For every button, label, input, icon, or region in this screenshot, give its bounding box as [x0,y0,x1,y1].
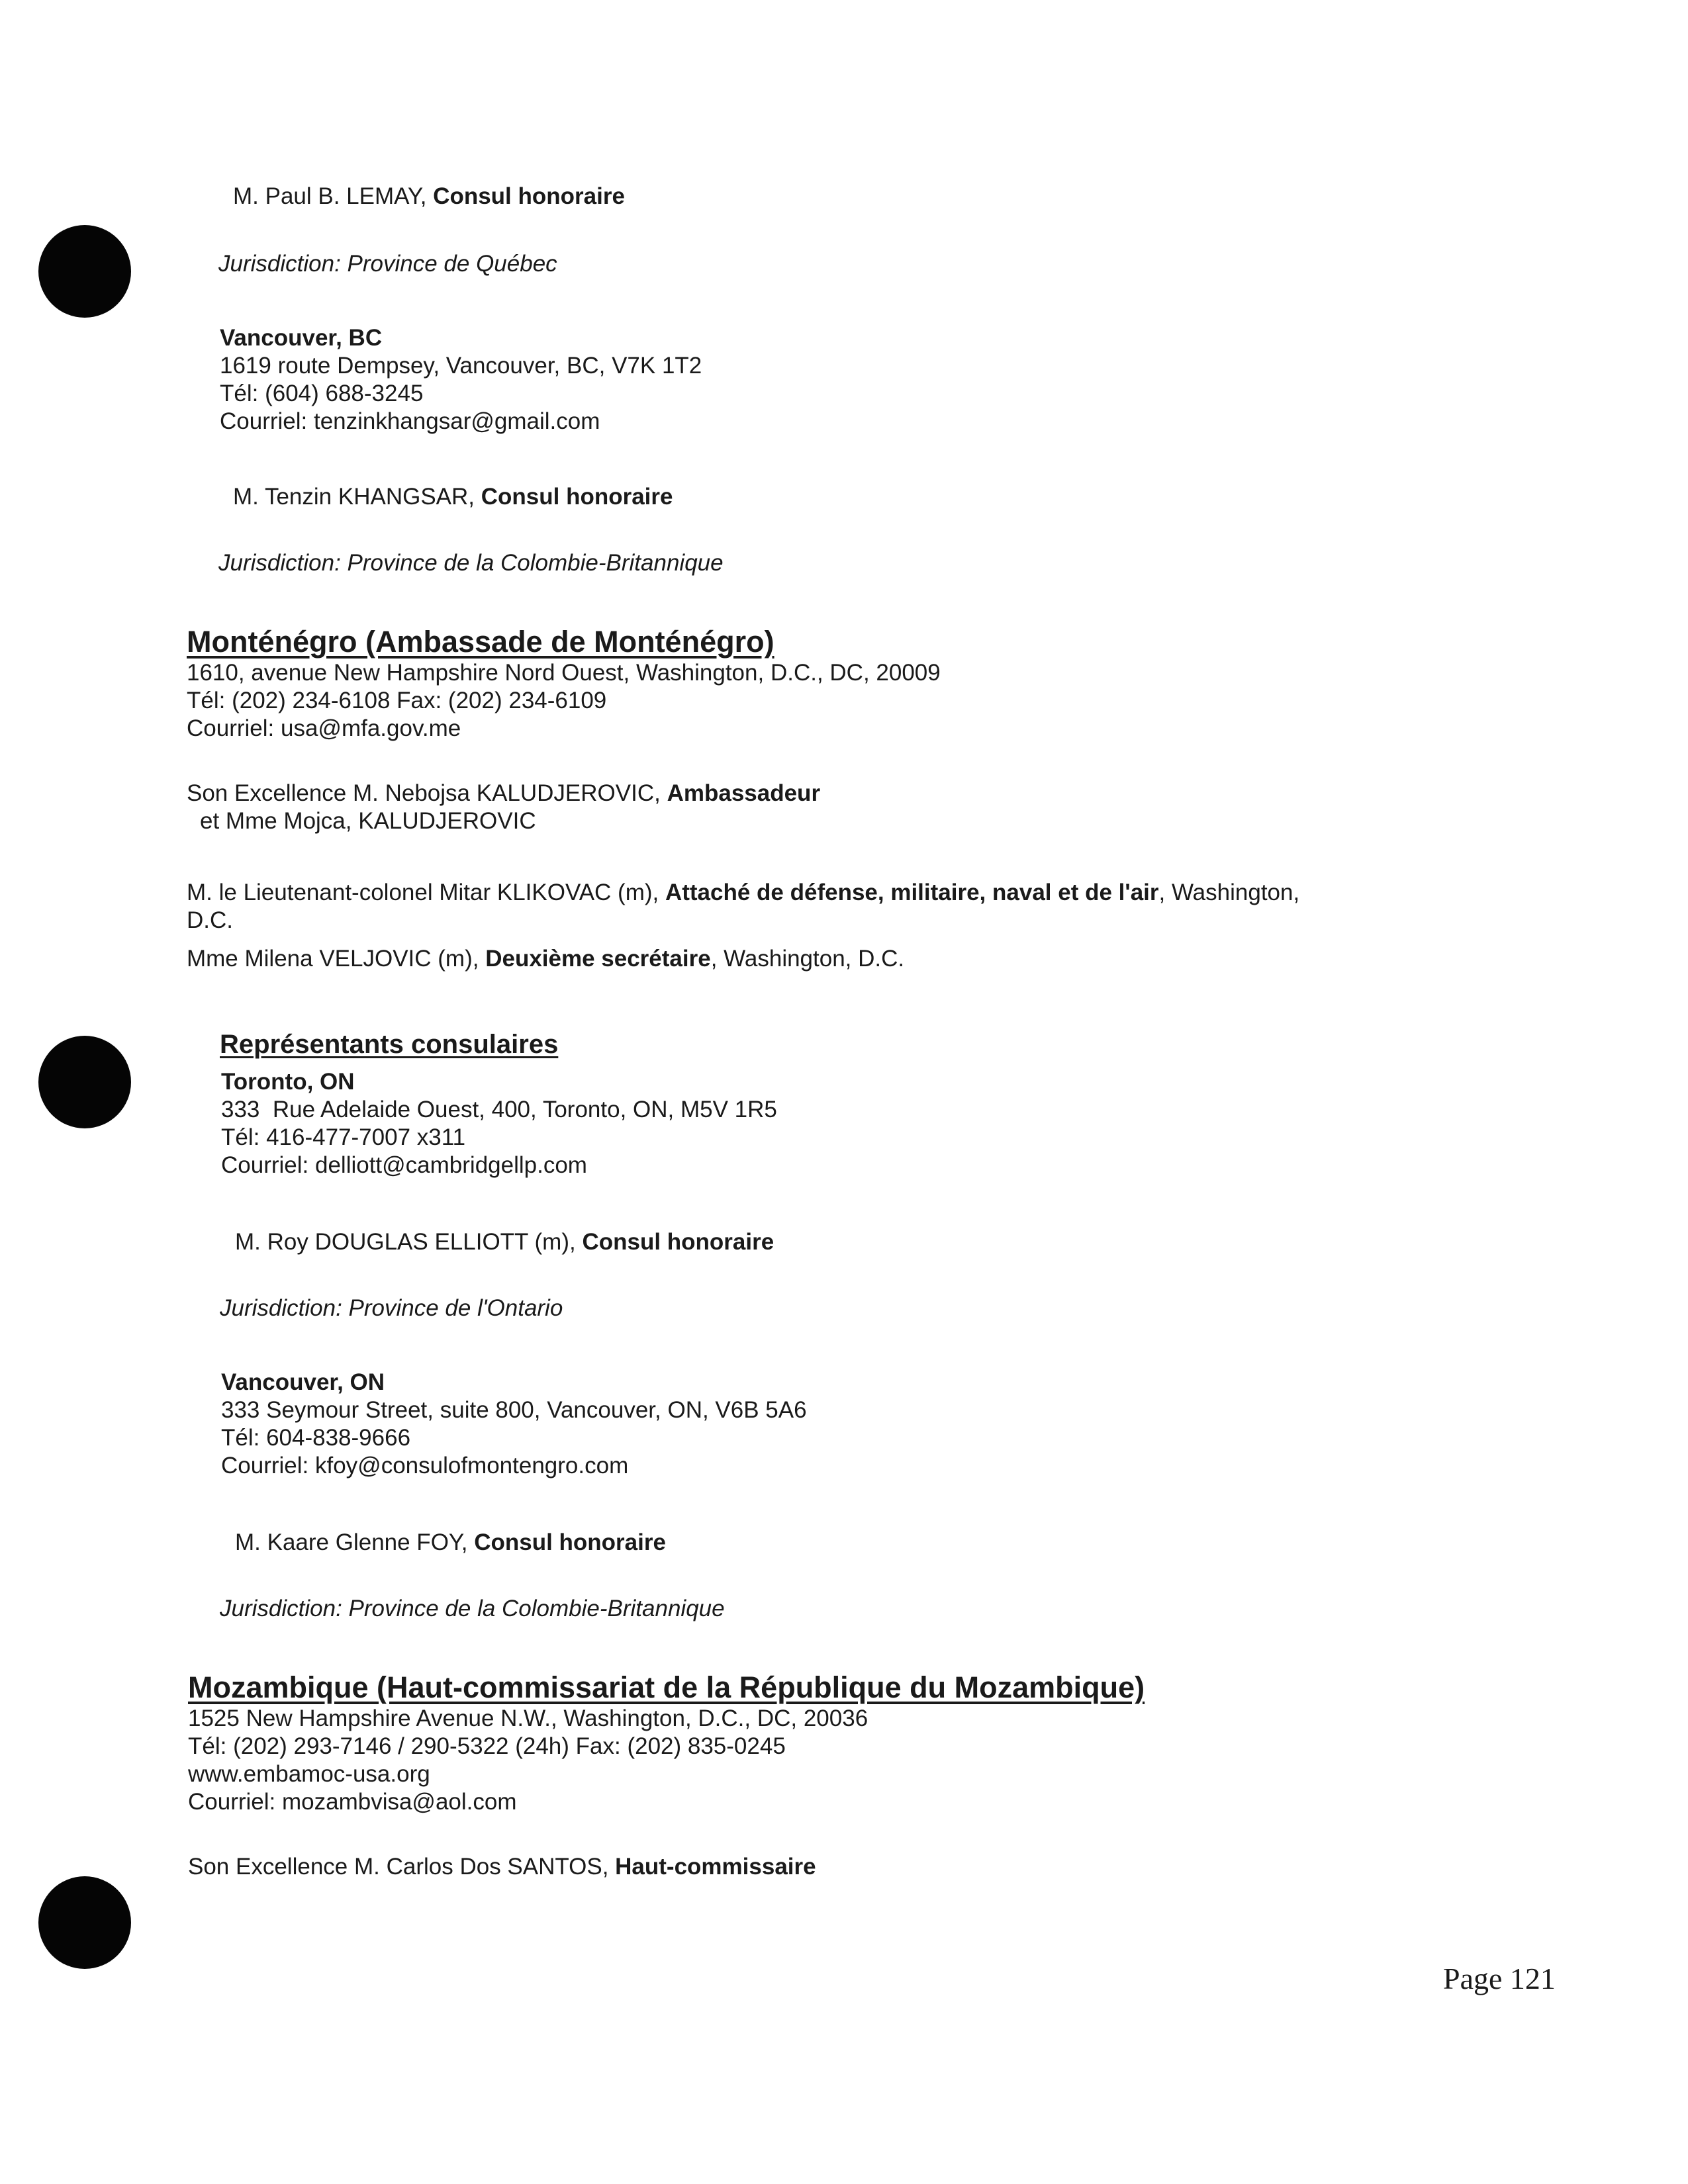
jurisdiction-bc-block-2 [0,1595,1523,1623]
consul-line [235,1529,1523,1557]
high-commissioner-block [0,1853,1523,1881]
country-heading: Mozambique (Haut-commissariat de la République du Mozambique) [188,1670,1145,1704]
office-email: Courriel: kfoy@consulofmontengro.com [221,1453,629,1479]
consular-heading: Représentants consulaires [220,1030,559,1059]
office-address: 333 Rue Adelaide Ouest, 400, Toronto, ON, M5V 1R5 [221,1097,777,1122]
consul-khangsar-block [0,483,1523,511]
embassy-phone: Tél: (202) 234-6108 Fax: (202) 234-6109 [187,688,607,713]
consul-title: Consul honoraire [433,183,625,209]
office-city: Toronto, ON [221,1069,355,1095]
office-email: Courriel: tenzinkhangsar@gmail.com [220,408,600,434]
jurisdiction-quebec-block [0,250,1523,278]
ambassador-line [187,780,1523,807]
consul-line [235,1228,1523,1256]
secretary-place: , Washington, D.C. [710,946,905,972]
jurisdiction-bc-block [0,549,1523,577]
embassy-address: 1610, avenue New Hampshire Nord Ouest, Washington, D.C., DC, 20009 [187,660,941,686]
consul-title: Consul honoraire [474,1529,666,1555]
consul-title: Consul honoraire [582,1229,774,1255]
consul-line [233,483,1523,511]
entry-lemay [0,183,1523,210]
office-phone: Tél: (604) 688-3245 [220,381,424,406]
office-address: 333 Seymour Street, suite 800, Vancouver, ON, V6B 5A6 [221,1397,807,1423]
jurisdiction-line: Jurisdiction: Province de la Colombie-Britannique [218,550,724,576]
consul-line [233,183,1523,210]
jurisdiction-ontario-block [0,1295,1523,1322]
consul-name: M. Roy DOUGLAS ELLIOTT (m), [235,1229,583,1255]
attache-place: , Washington, [1158,880,1300,905]
office-vancouver-on [0,1369,1523,1480]
jurisdiction-line: Jurisdiction: Province de la Colombie-Britannique [220,1596,725,1621]
ambassador-name: Son Excellence M. Nebojsa KALUDJEROVIC, [187,780,667,806]
high-commissioner-name: Son Excellence M. Carlos Dos SANTOS, [188,1854,616,1880]
office-city: Vancouver, ON [221,1369,385,1395]
binder-hole-bottom [38,1876,131,1969]
high-commissioner-line [188,1853,1523,1881]
office-phone: Tél: 416-477-7007 x311 [221,1124,466,1150]
consular-representatives [0,1028,1523,1060]
office-phone: Tél: 604-838-9666 [221,1425,411,1451]
attache-name: M. le Lieutenant-colonel Mitar KLIKOVAC (m), [187,880,665,905]
section-mozambique [0,1670,1523,1816]
consul-title: Consul honoraire [481,484,673,510]
secretary-name: Mme Milena VELJOVIC (m), [187,946,486,972]
embassy-email: Courriel: mozambvisa@aol.com [188,1789,517,1815]
attache-title: Attaché de défense, militaire, naval et de l'air [665,880,1159,905]
embassy-address: 1525 New Hampshire Avenue N.W., Washington, D.C., DC, 20036 [188,1706,868,1731]
consul-name: M. Tenzin KHANGSAR, [233,484,481,510]
secretary-line [187,945,1523,973]
office-city: Vancouver, BC [220,325,383,351]
country-heading: Monténégro (Ambassade de Monténégro) [187,625,774,659]
secretary-title: Deuxième secrétaire [485,946,711,972]
consul-name: M. Paul B. LEMAY, [233,183,434,209]
attache-block [0,879,1523,934]
secretary-block [0,945,1523,973]
office-email: Courriel: delliott@cambridgellp.com [221,1152,587,1178]
page-number: Page 121 [1443,1962,1556,1995]
attache-line [187,879,1523,907]
ambassador-block [0,780,1523,835]
jurisdiction-line: Jurisdiction: Province de l'Ontario [220,1295,563,1321]
consul-name: M. Kaare Glenne FOY, [235,1529,475,1555]
ambassador-title: Ambassadeur [667,780,821,806]
office-vancouver-bc [0,324,1523,435]
consul-elliott-block [0,1228,1523,1256]
attache-place-cont: D.C. [187,907,233,933]
jurisdiction-line: Jurisdiction: Province de Québec [218,251,557,277]
office-toronto [0,1068,1523,1179]
consul-foy-block [0,1529,1523,1557]
high-commissioner-title: Haut-commissaire [615,1854,816,1880]
office-address: 1619 route Dempsey, Vancouver, BC, V7K 1T2 [220,353,702,379]
section-montenegro [0,625,1523,743]
spouse-line: et Mme Mojca, KALUDJEROVIC [200,808,536,834]
embassy-phone: Tél: (202) 293-7146 / 290-5322 (24h) Fax: (202) 835-0245 [188,1733,786,1759]
embassy-email: Courriel: usa@mfa.gov.me [187,715,461,741]
embassy-website: www.embamoc-usa.org [188,1761,430,1787]
